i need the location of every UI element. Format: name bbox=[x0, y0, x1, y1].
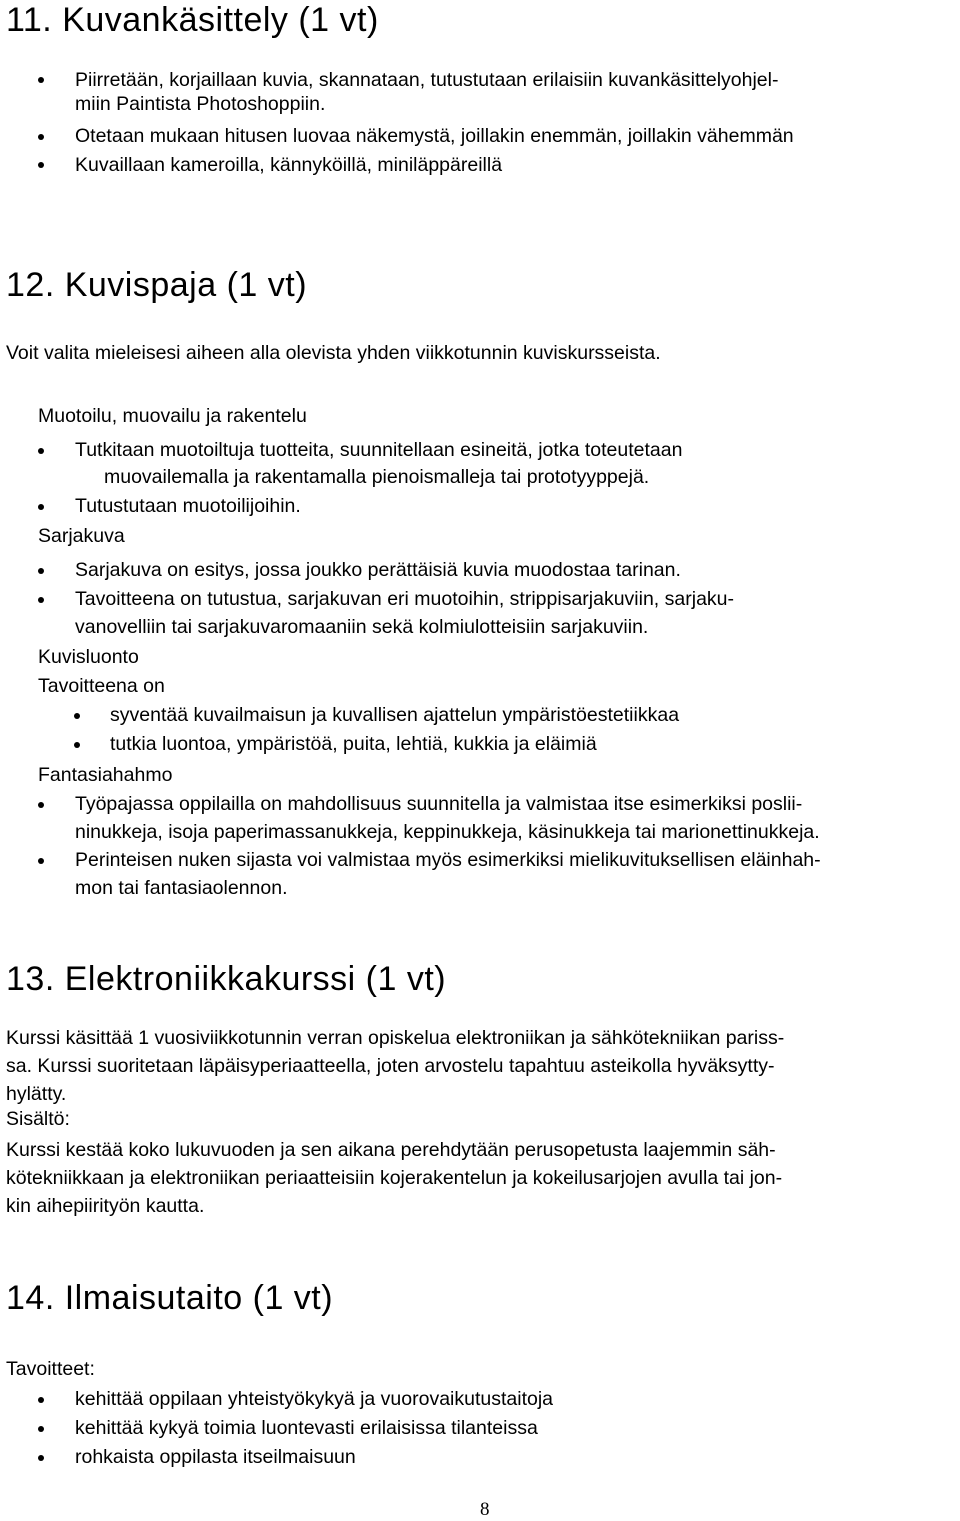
bullet-icon bbox=[38, 504, 44, 510]
muotoilu-line-1: Tutkitaan muotoiltuja tuotteita, suunnitellaan esineitä, jotka toteutetaan bbox=[75, 439, 683, 461]
s11-bullet-1: Piirretään, korjaillaan kuvia, skannataan, tutustutaan erilaisiin kuvankäsittelyohjel- bbox=[75, 69, 779, 91]
bullet-icon bbox=[38, 802, 44, 808]
muotoilu-line-2: muovailemalla ja rakentamalla pienoismalleja tai prototyyppejä. bbox=[104, 466, 650, 488]
sarjakuva-line-3: vanovelliin tai sarjakuvaromaaniin sekä kolmiulotteisiin sarjakuviin. bbox=[75, 616, 649, 638]
muotoilu-line-3: Tutustutaan muotoilijoihin. bbox=[75, 495, 301, 517]
fantasiahahmo-line-3: Perinteisen nuken sijasta voi valmistaa myös esimerkiksi mielikuvituksellisen eläinhah- bbox=[75, 849, 821, 871]
sarjakuva-line-1: Sarjakuva on esitys, jossa joukko perättäisiä kuvia muodostaa tarinan. bbox=[75, 559, 681, 581]
s11-bullet-2: Otetaan mukaan hitusen luovaa näkemystä, joillakin enemmän, joillakin vähemmän bbox=[75, 125, 794, 147]
bullet-icon bbox=[38, 597, 44, 603]
bullet-icon bbox=[38, 858, 44, 864]
bullet-icon bbox=[38, 162, 44, 168]
s13-para2-line-3: kin aihepiirityön kautta. bbox=[6, 1195, 205, 1217]
s11-bullet-3: Kuvaillaan kameroilla, kännyköillä, miniläppäreillä bbox=[75, 154, 503, 176]
bullet-icon bbox=[38, 448, 44, 454]
sarjakuva-line-2: Tavoitteena on tutustua, sarjakuvan eri muotoihin, strippisarjakuviin, sarjaku- bbox=[75, 588, 735, 610]
page-number: 8 bbox=[480, 1499, 490, 1520]
s14-bullet-3: rohkaista oppilasta itseilmaisuun bbox=[75, 1446, 356, 1468]
bullet-icon bbox=[38, 1455, 44, 1461]
kuvisluonto-subheading: Tavoitteena on bbox=[38, 675, 165, 697]
bullet-icon bbox=[38, 1426, 44, 1432]
s12-intro: Voit valita mieleisesi aiheen alla olevista yhden viikkotunnin kuviskursseista. bbox=[6, 342, 661, 364]
s13-para1-line-3: hylätty. bbox=[6, 1083, 67, 1105]
s13-para2-line-2: kötekniikkaan ja elektroniikan periaatteisiin kojerakentelun ja kokeilusarjojen avulla tai jon- bbox=[6, 1167, 783, 1189]
s13-para1-line-2: sa. Kurssi suoritetaan läpäisyperiaatteella, joten arvostelu tapahtuu asteikolla hyväksytty- bbox=[6, 1055, 775, 1077]
s13-contents-label: Sisältö: bbox=[6, 1108, 70, 1130]
section-11-title: 11. Kuvankäsittely (1 vt) bbox=[6, 1, 379, 39]
fantasiahahmo-line-2: ninukkeja, isoja paperimassanukkeja, keppinukkeja, käsinukkeja tai marionettinukkeja. bbox=[75, 821, 820, 843]
sarjakuva-heading: Sarjakuva bbox=[38, 525, 125, 547]
bullet-icon bbox=[38, 1397, 44, 1403]
bullet-icon bbox=[38, 77, 44, 83]
fantasiahahmo-line-1: Työpajassa oppilailla on mahdollisuus suunnitella ja valmistaa itse esimerkiksi poslii- bbox=[75, 793, 803, 815]
section-14-title: 14. Ilmaisutaito (1 vt) bbox=[6, 1279, 334, 1317]
s13-para2-line-1: Kurssi kestää koko lukuvuoden ja sen aikana perehdytään perusopetusta laajemmin säh- bbox=[6, 1139, 776, 1161]
kuvisluonto-heading: Kuvisluonto bbox=[38, 646, 139, 668]
bullet-icon bbox=[38, 134, 44, 140]
fantasiahahmo-line-4: mon tai fantasiaolennon. bbox=[75, 877, 288, 899]
bullet-icon bbox=[38, 568, 44, 574]
s11-bullet-1-cont: miin Paintista Photoshoppiin. bbox=[75, 93, 326, 115]
fantasiahahmo-heading: Fantasiahahmo bbox=[38, 764, 173, 786]
s14-bullet-1: kehittää oppilaan yhteistyökykyä ja vuorovaikutustaitoja bbox=[75, 1388, 554, 1410]
s14-bullet-2: kehittää kykyä toimia luontevasti erilaisissa tilanteissa bbox=[75, 1417, 538, 1439]
s14-goals-label: Tavoitteet: bbox=[6, 1358, 95, 1380]
s13-para1-line-1: Kurssi käsittää 1 vuosiviikkotunnin verran opiskelua elektroniikan ja sähkötekniikan pariss- bbox=[6, 1027, 785, 1049]
kuvisluonto-line-1: syventää kuvailmaisun ja kuvallisen ajattelun ympäristöestetiikkaa bbox=[110, 704, 680, 726]
section-12-title: 12. Kuvispaja (1 vt) bbox=[6, 266, 308, 304]
kuvisluonto-line-2: tutkia luontoa, ympäristöä, puita, lehtiä, kukkia ja eläimiä bbox=[110, 733, 597, 755]
bullet-icon bbox=[74, 713, 80, 719]
section-13-title: 13. Elektroniikkakurssi (1 vt) bbox=[6, 960, 447, 998]
bullet-icon bbox=[74, 742, 80, 748]
muotoilu-heading: Muotoilu, muovailu ja rakentelu bbox=[38, 405, 307, 427]
